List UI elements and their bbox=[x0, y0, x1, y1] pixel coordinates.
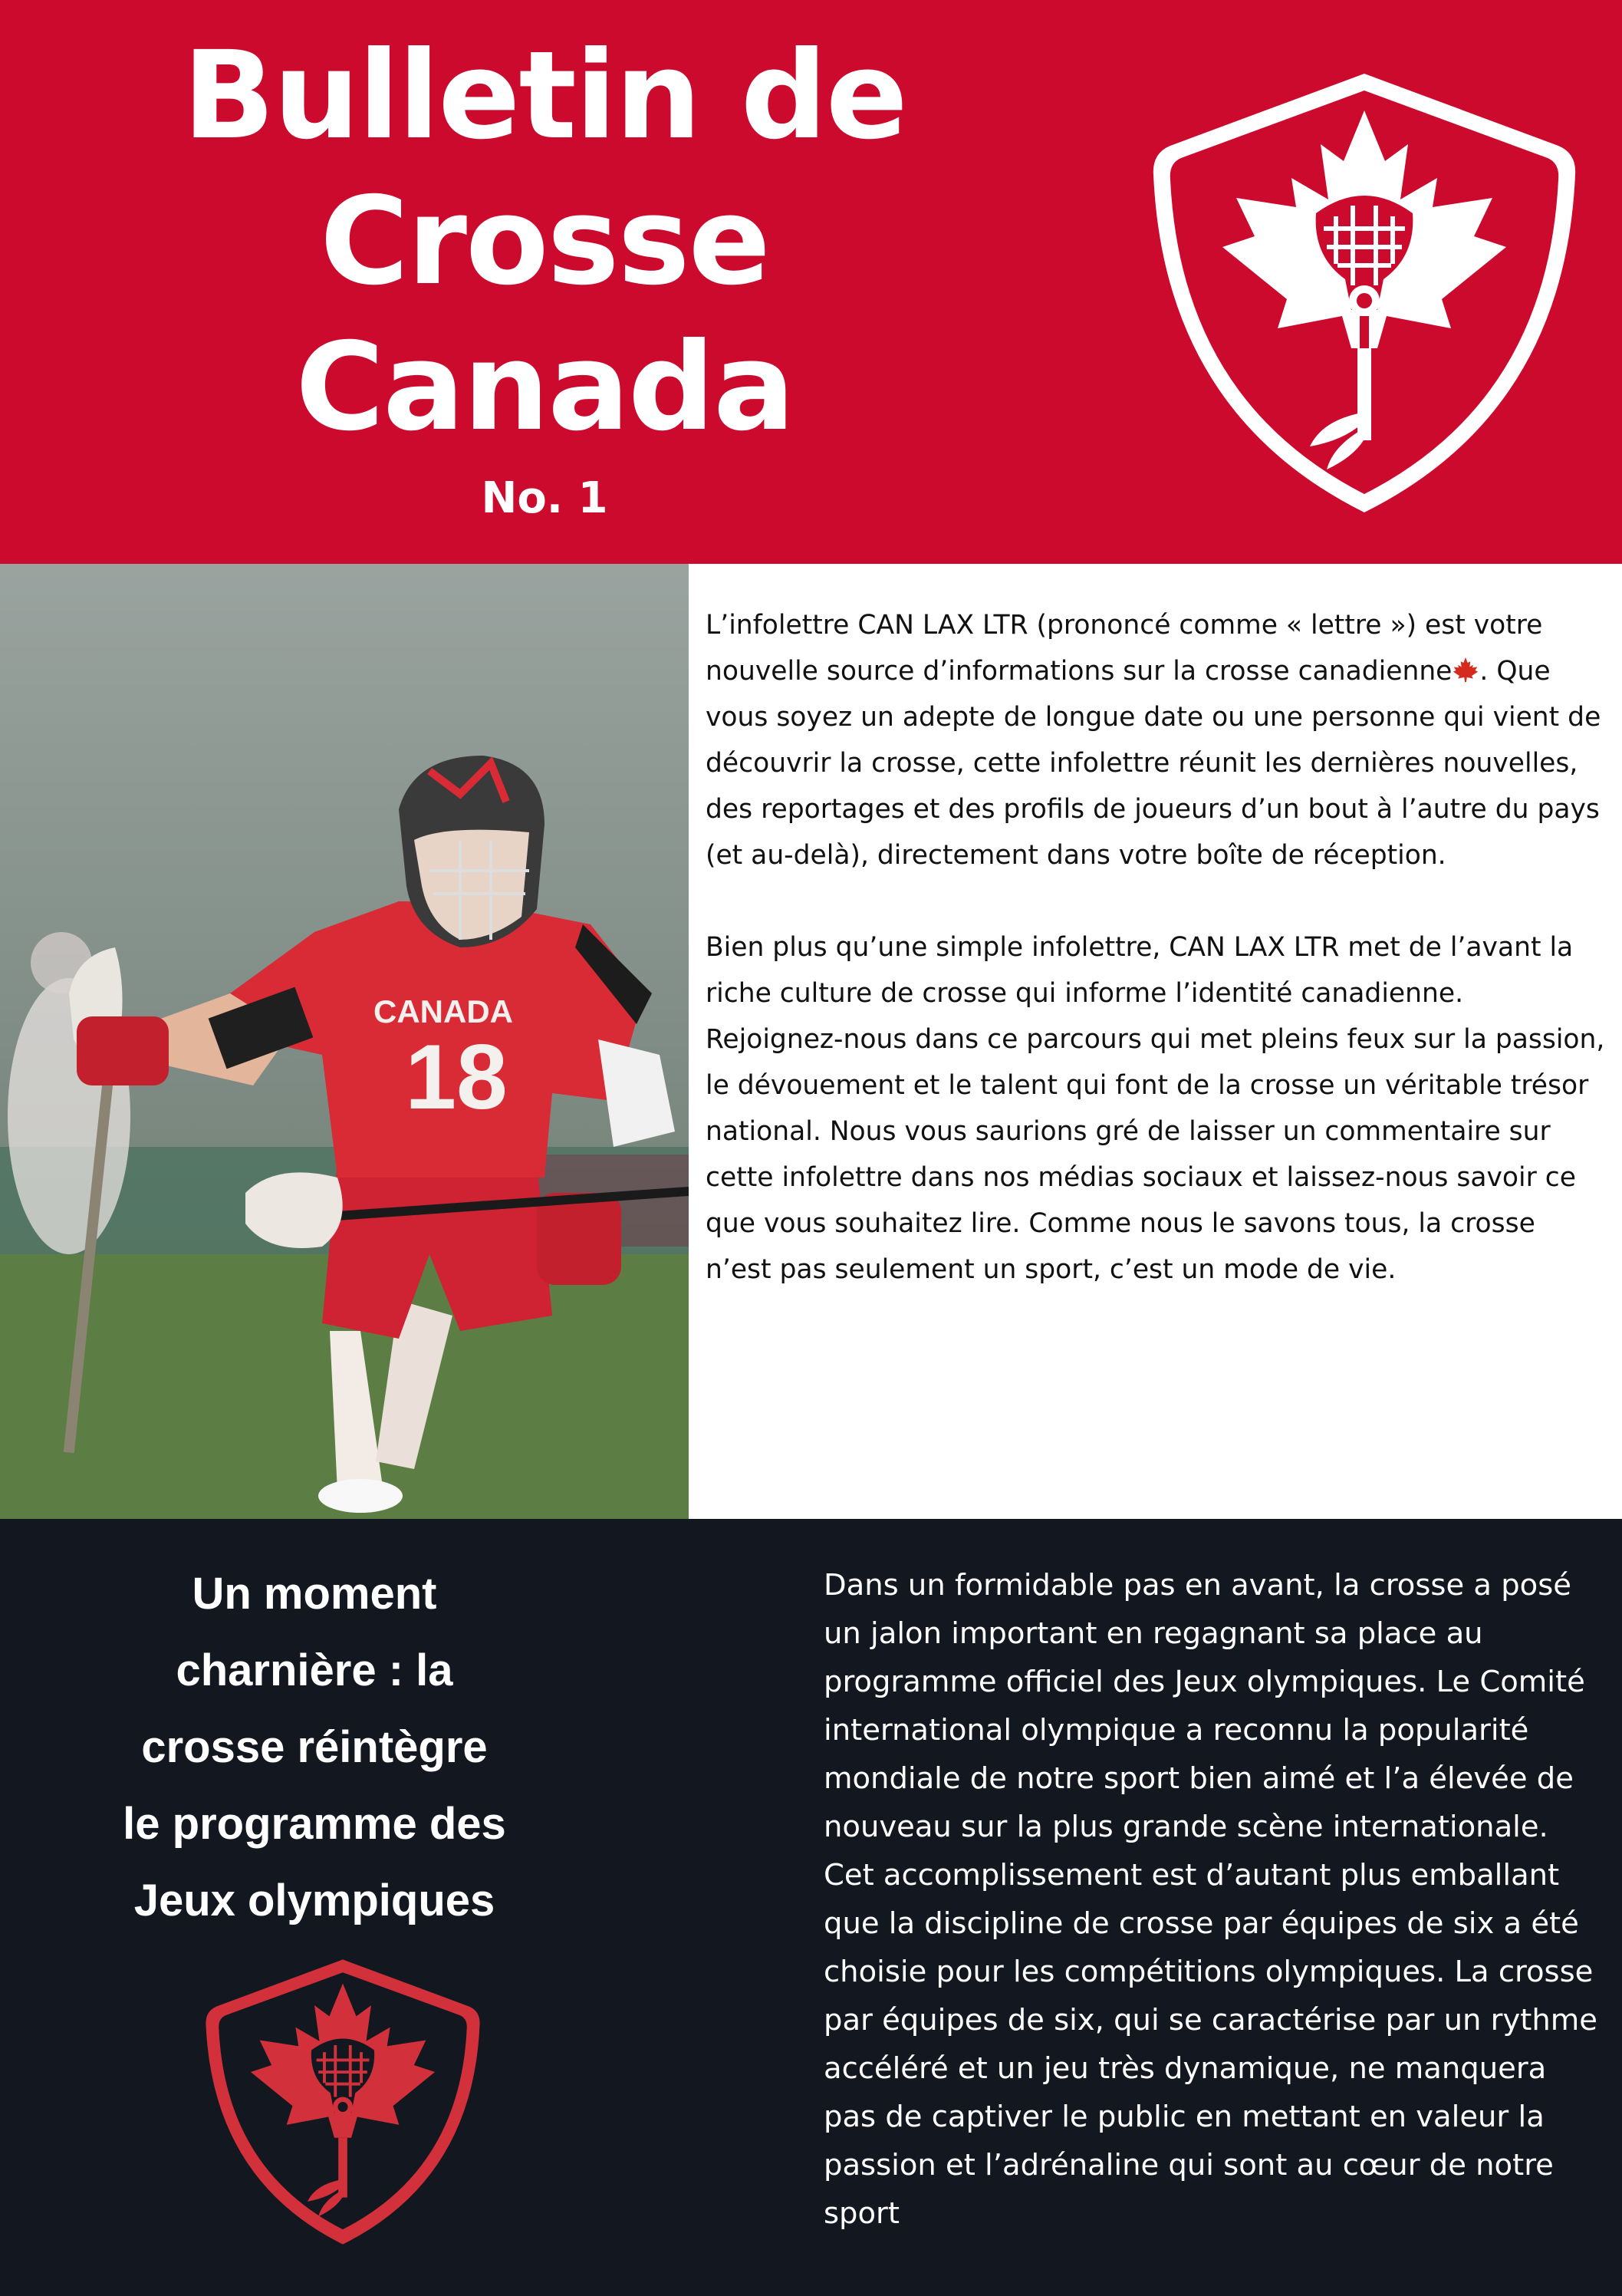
feature-heading-line-1: Un moment bbox=[192, 1569, 437, 1619]
newsletter-title bbox=[92, 23, 997, 460]
feature-heading-line-4: le programme des bbox=[123, 1799, 506, 1849]
player-photo bbox=[0, 564, 689, 1519]
feature-heading bbox=[54, 1556, 575, 1939]
lacrosse-maple-crest-icon bbox=[1146, 63, 1583, 523]
title-line-3: Canada bbox=[295, 317, 794, 458]
intro-paragraph-2: Bien plus qu’une simple infolettre, CAN LAX LTR met de l’avant la riche culture de crosse qui informe l’identité canadienne. Rejoignez-nous dans ce parcours qui met pleins feux sur la passion, le dévouement et le talent qui font de la crosse un véritable trésor national. Nous vous saurions gré de laisser un commentaire sur cette infolettre dans nos médias sociaux et laissez-nous savoir ce que vous souhaitez lire. Comme nous le savons tous, la crosse n’est pas seulement un sport, c’est un mode de vie. bbox=[706, 932, 1605, 1285]
feature-heading-line-3: crosse réintègre bbox=[141, 1722, 488, 1772]
feature-body: Dans un formidable pas en avant, la crosse a posé un jalon important en regagnant sa place au programme officiel des Jeux olympiques. Le Comité international olympique a reconnu la popularité mondiale de notre sport bien aimé et l’a élevée de nouveau sur la plus grande scène internationale. Cet accomplissement est d’autant plus emballant que la discipline de crosse par équipes de six a été choisie pour les compétitions olympiques. La crosse par équipes de six, qui se caractérise par un rythme accéléré et un jeu très dynamique, ne manquera pas de captiver le public en mettant en valeur la passion et l’adrénaline qui sont au cœur de notre sport bbox=[824, 1568, 1597, 2231]
jersey-number: 18 bbox=[405, 1026, 508, 1128]
title-line-2: Crosse bbox=[320, 171, 769, 312]
maple-leaf-icon bbox=[1452, 657, 1479, 683]
feature-heading-line-5: Jeux olympiques bbox=[133, 1876, 495, 1925]
intro-paragraph-1-part-b: . Que vous soyez un adepte de longue date ou une personne qui vient de découvrir la crosse, cette infolettre réunit les dernières nouvelles, des reportages et des profils de joueurs d’un bout à l’autre du pays (et au-delà), directement dans votre boîte de réception. bbox=[706, 656, 1601, 871]
intro-text bbox=[706, 602, 1607, 1339]
issue-number: No. 1 bbox=[481, 473, 608, 523]
intro-paragraph-1-part-a: L’infolettre CAN LAX LTR (prononcé comme « lettre ») est votre nouvelle source d’informations sur la crosse canadienne bbox=[706, 610, 1543, 687]
feature-heading-line-2: charnière : la bbox=[176, 1645, 453, 1695]
intro-paragraph-1 bbox=[706, 602, 1607, 878]
lacrosse-maple-crest-icon bbox=[201, 1941, 485, 2263]
jersey-text: CANADA bbox=[373, 993, 513, 1029]
title-line-1: Bulletin de bbox=[183, 25, 906, 166]
